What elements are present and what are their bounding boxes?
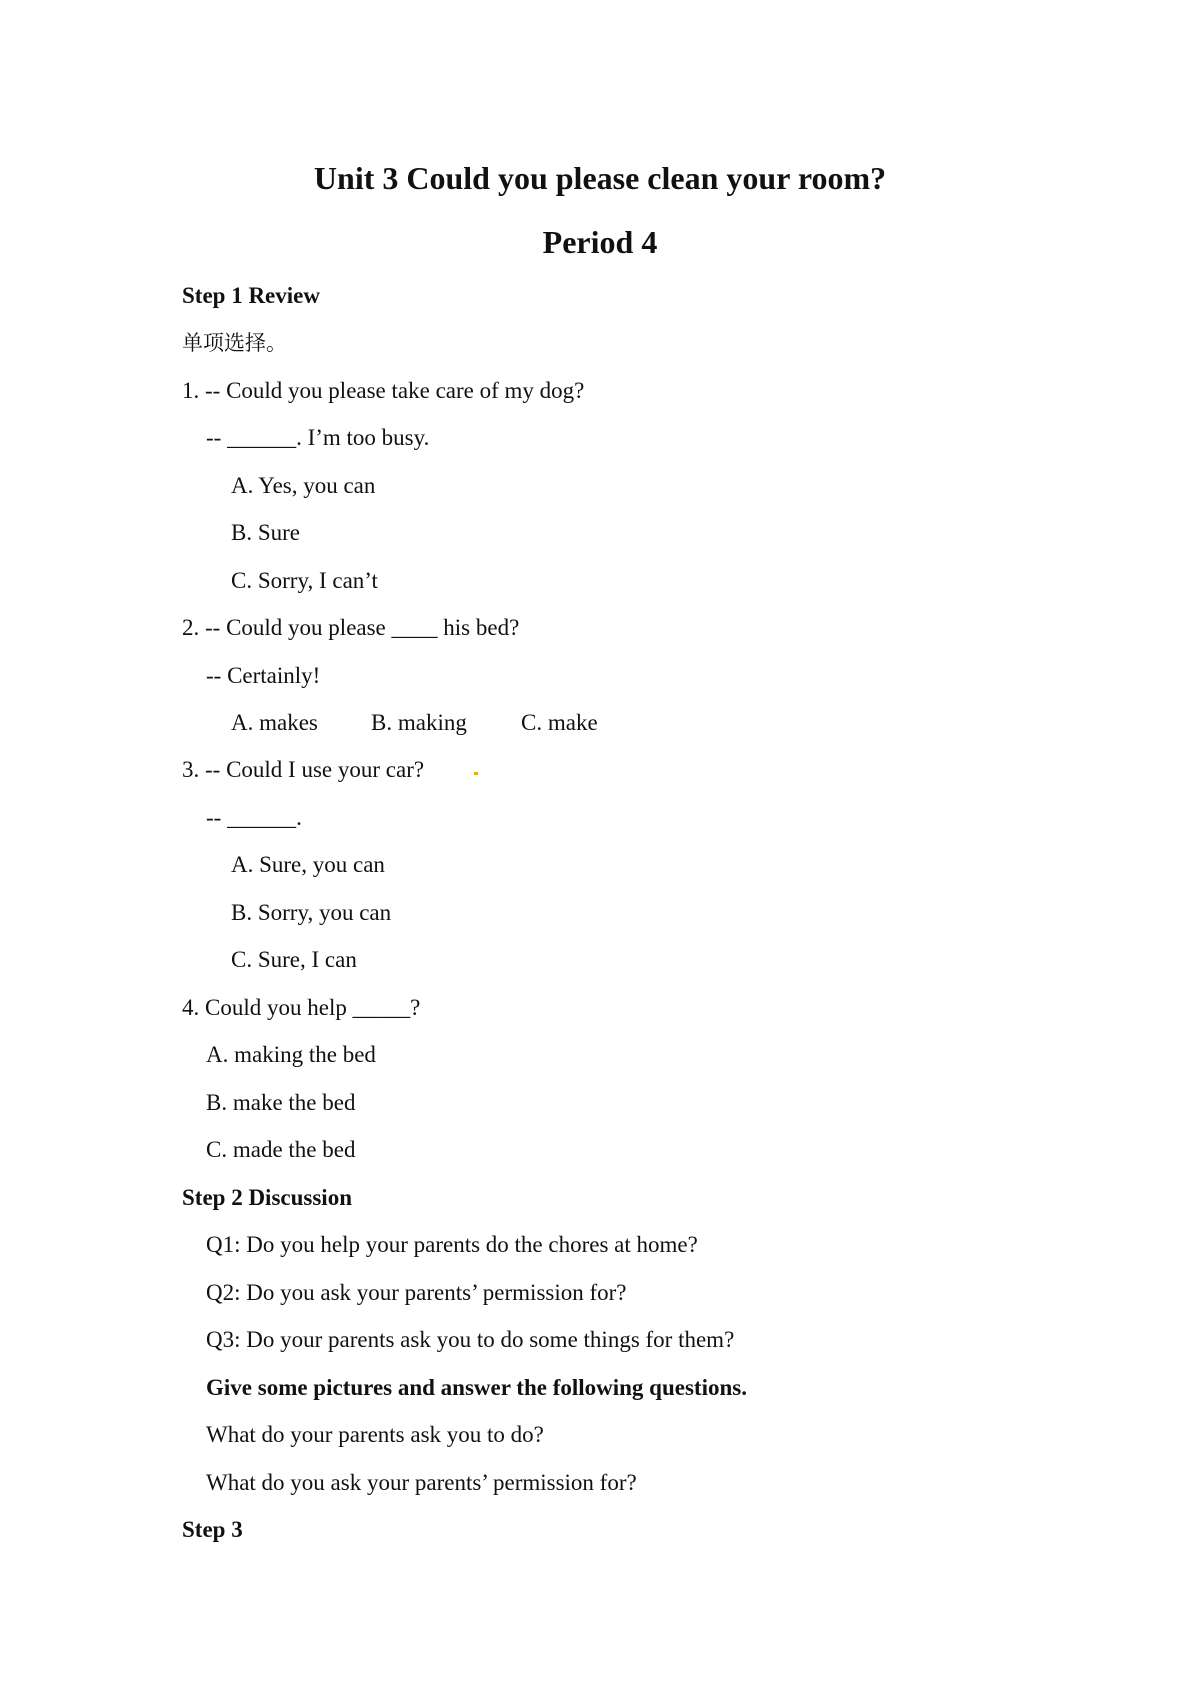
- q2-options-row: [231, 708, 598, 738]
- q1-option-a: A. Yes, you can: [231, 473, 376, 498]
- document-title: Unit 3 Could you please clean your room?: [313, 160, 887, 196]
- q2-option-b: B. making: [371, 710, 467, 735]
- task-question-2: What do you ask your parents’ permission for?: [206, 1470, 637, 1495]
- picture-task-instruction: Give some pictures and answer the following questions.: [206, 1375, 747, 1400]
- q2-option-a: A. makes: [231, 710, 318, 735]
- q1-option-c: C. Sorry, I can’t: [231, 568, 378, 593]
- q3-option-b: B. Sorry, you can: [231, 900, 392, 925]
- discussion-q1: Q1: Do you help your parents do the chores at home?: [206, 1232, 698, 1257]
- q1-option-b: B. Sure: [231, 520, 300, 545]
- q2-question: 2. -- Could you please ____ his bed?: [182, 615, 520, 640]
- q4-option-b: B. make the bed: [206, 1090, 356, 1115]
- discussion-q3: Q3: Do your parents ask you to do some things for them?: [206, 1327, 735, 1352]
- q4-question: 4. Could you help _____?: [182, 995, 421, 1020]
- step1-heading: Step 1 Review: [182, 283, 320, 308]
- q2-reply: -- Certainly!: [206, 663, 321, 688]
- step2-heading: Step 2 Discussion: [182, 1185, 352, 1210]
- q3-reply: -- ______.: [206, 805, 302, 830]
- task-question-1: What do your parents ask you to do?: [206, 1422, 544, 1447]
- q2-option-c: C. make: [521, 710, 598, 735]
- q3-question: 3. -- Could I use your car?: [182, 757, 425, 782]
- q4-option-c: C. made the bed: [206, 1137, 356, 1162]
- stray-mark: [474, 772, 478, 775]
- discussion-q2: Q2: Do you ask your parents’ permission for?: [206, 1280, 627, 1305]
- step1-instruction: 单项选择。: [182, 331, 287, 355]
- step3-heading: Step 3: [182, 1517, 243, 1542]
- q1-reply: -- ______. I’m too busy.: [206, 425, 430, 450]
- q3-option-a: A. Sure, you can: [231, 852, 385, 877]
- q4-option-a: A. making the bed: [206, 1042, 376, 1067]
- period-heading: Period 4: [542, 224, 658, 260]
- q1-question: 1. -- Could you please take care of my dog?: [182, 378, 585, 403]
- q3-option-c: C. Sure, I can: [231, 947, 357, 972]
